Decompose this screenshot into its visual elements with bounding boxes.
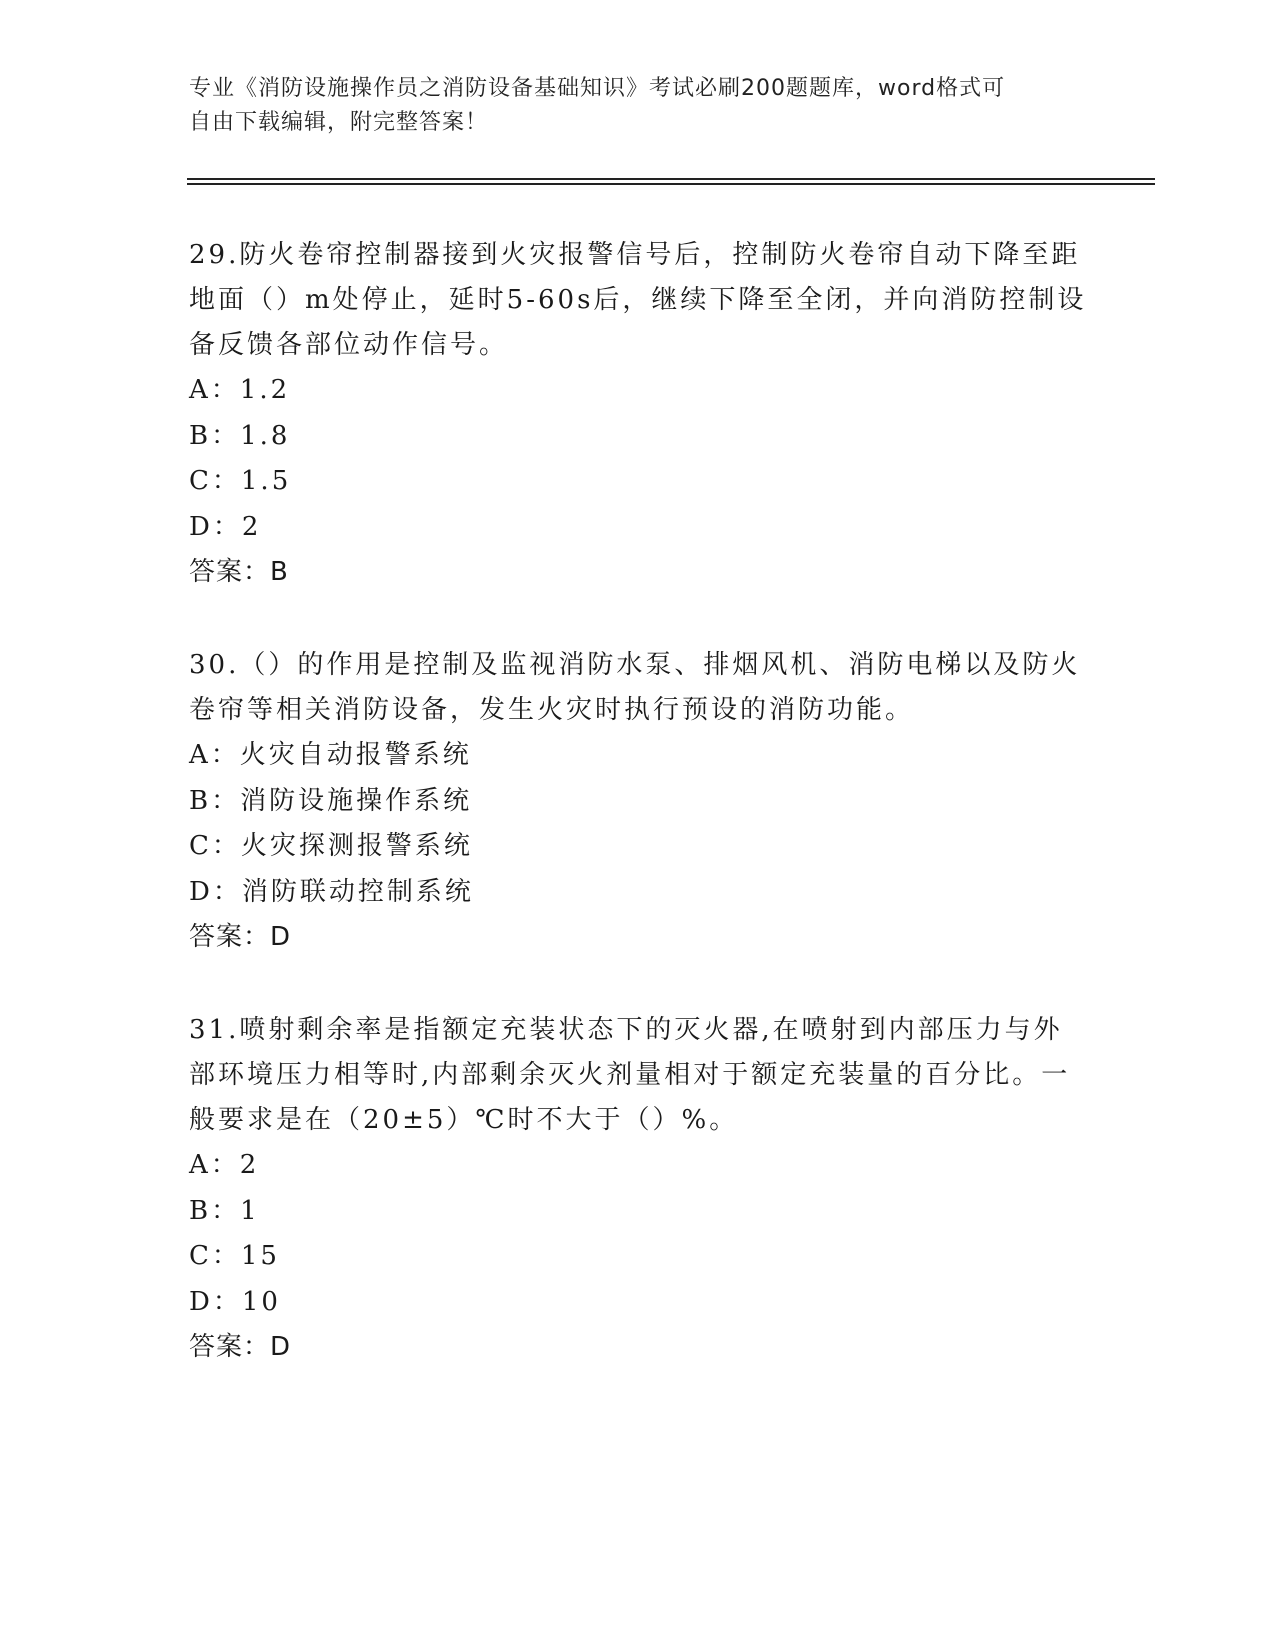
document-header	[189, 72, 1079, 140]
option-a: A：2	[189, 1150, 260, 1180]
option-a: A：火灾自动报警系统	[189, 740, 472, 770]
option-d: D：消防联动控制系统	[189, 876, 474, 907]
question-stem: 30.（）的作用是控制及监视消防水泵、排烟风机、消防电梯以及防火卷帘等相关消防设备，发生火灾时执行预设的消防功能。	[189, 650, 1081, 725]
option-c: C：火灾探测报警系统	[189, 831, 473, 861]
header-title-line-1: 专业《消防设施操作员之消防设备基础知识》考试必刷200题题库，word格式可	[189, 76, 1006, 101]
option-a: A：1.2	[189, 375, 291, 405]
header-divider-top	[187, 178, 1155, 180]
question-answer: 答案：D	[189, 922, 292, 952]
question-stem: 29.防火卷帘控制器接到火灾报警信号后，控制防火卷帘自动下降至距地面（）m处停止，延时5-60s后，继续下降至全闭，并向消防控制设备反馈各部位动作信号。	[189, 240, 1087, 360]
option-d: D：2	[189, 511, 262, 542]
option-b: B：消防设施操作系统	[189, 785, 473, 816]
question-answer: 答案：D	[189, 1332, 292, 1362]
option-c: C：1.5	[189, 466, 292, 496]
question-31	[189, 1008, 1089, 1370]
option-b: B：1.8	[189, 420, 291, 451]
question-stem: 31.喷射剩余率是指额定充装状态下的灭火器,在喷射到内部压力与外部环境压力相等时,内部剩余灭火剂量相对于额定充装量的百分比。一般要求是在（20±5）℃时不大于（）%。	[189, 1015, 1071, 1135]
question-29	[189, 233, 1089, 595]
option-d: D：10	[189, 1286, 281, 1317]
question-30	[189, 643, 1089, 960]
question-answer: 答案：B	[189, 557, 289, 587]
header-divider-bottom	[187, 183, 1155, 185]
option-c: C：15	[189, 1241, 280, 1271]
header-title-line-2: 自由下载编辑，附完整答案！	[189, 110, 489, 135]
option-b: B：1	[189, 1195, 260, 1226]
